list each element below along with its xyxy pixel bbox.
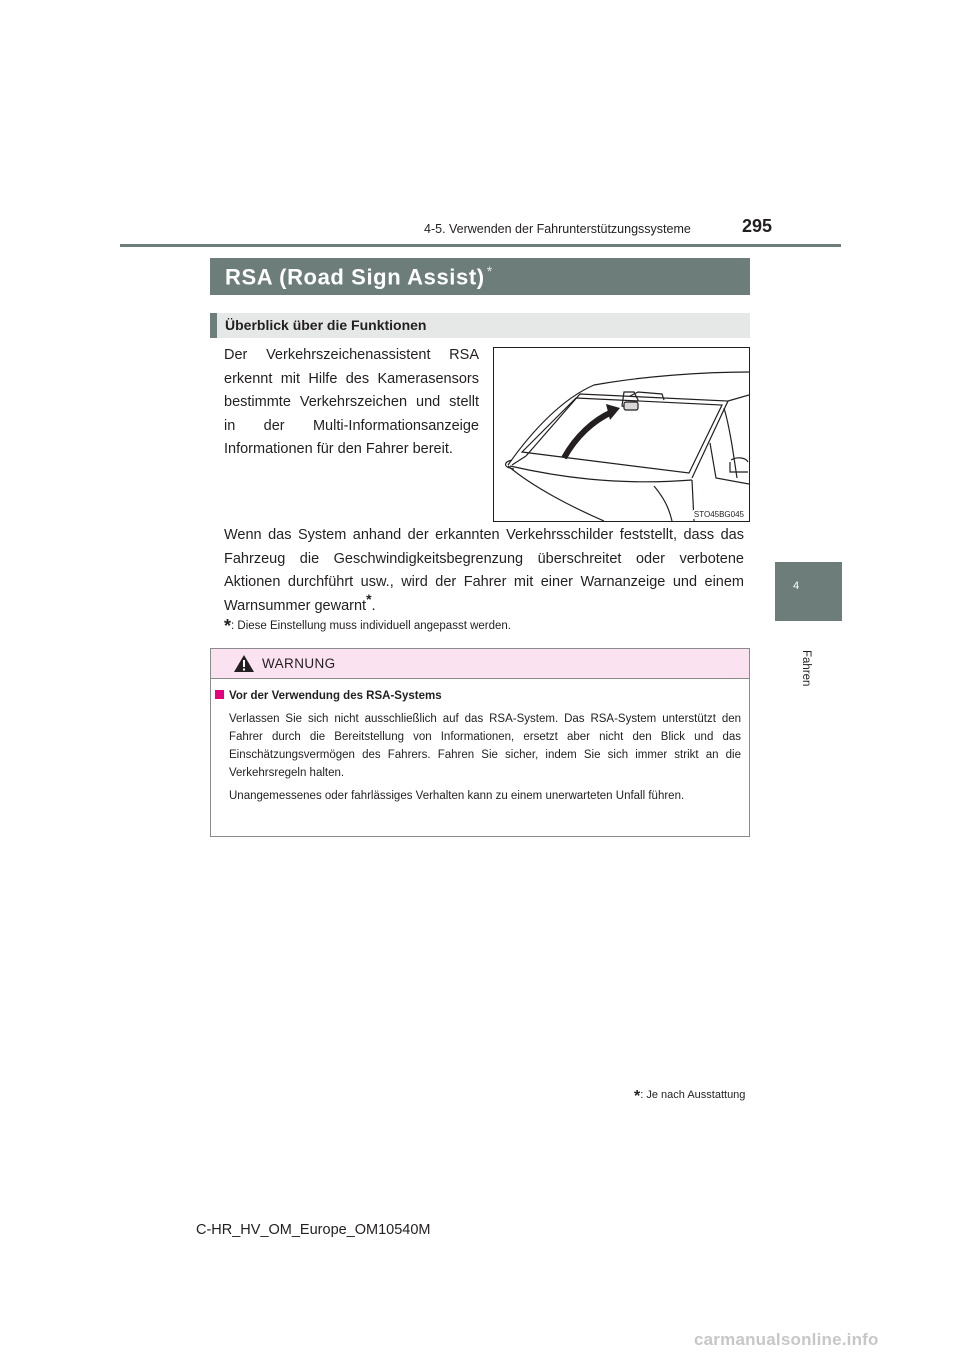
equipment-asterisk: * [634,1088,641,1105]
subheading-bar [210,313,750,338]
title-bar [210,258,750,295]
illustration-code: STO45BG045 [693,510,744,519]
warning-asterisk: * [366,590,372,607]
pink-square-bullet-icon [215,690,224,699]
header-rule [120,244,841,247]
page-title: RSA (Road Sign Assist) [225,264,485,290]
chapter-tab[interactable] [775,562,842,621]
warning-box [210,648,750,837]
chapter-label: Fahren [800,650,812,687]
warning-header [211,649,749,679]
subheading-accent [210,313,217,338]
illustration-drawing [494,348,749,521]
document-id: C-HR_HV_OM_Europe_OM10540M [196,1222,431,1238]
footnote: *: Diese Einstellung muss individuell angepasst werden. [224,616,512,636]
header-section-title: 4-5. Verwenden der Fahrunterstützungssysteme [424,222,691,236]
equipment-note: *: Je nach Ausstattung [634,1088,746,1105]
warning-paragraph-1: Verlassen Sie sich nicht ausschließlich auf das RSA-System. Das RSA-System unterstützt den Fahrer durch die Bereitstellung von Informationen, ersetzt aber nicht den Blick und das Einschätzungsvermögen des Fahrers. Fahren Sie sicher, indem Sie sich immer strikt an die Verkehrsregeln halten. [229,713,741,779]
page-number: 295 [742,216,773,236]
warning-label: WARNUNG [262,656,336,671]
windshield-camera-illustration [493,347,750,522]
warning-triangle-icon [233,654,255,673]
title-asterisk: * [486,263,493,279]
chapter-number: 4 [792,580,800,592]
subheading: Überblick über die Funktionen [225,317,427,333]
warning-paragraph: Wenn das System anhand der erkannten Verkehrsschilder feststellt, dass das Fahrzeug die Geschwindigkeitsbegrenzung überschreitet oder verbotene Aktionen durchführt usw., wird der Fahrer mit einer Warnanzeige und einem Warnsummer gewarnt*. [224,527,744,614]
footnote-asterisk: * [224,616,232,636]
watermark[interactable]: carmanualsonline.info [694,1330,879,1349]
intro-text: Der Verkehrszeichenassistent RSA erkennt mit Hilfe des Kamerasensors bestimmte Verkehrszeichen und stellt in der Multi-Informationsanzeige Informationen für den Fahrer bereit. [224,347,479,457]
warning-paragraph-2: Unangemessenes oder fahrlässiges Verhalten kann zu einem unerwarteten Unfall führen. [229,790,685,802]
warning-item-title: Vor der Verwendung des RSA-Systems [215,690,442,702]
